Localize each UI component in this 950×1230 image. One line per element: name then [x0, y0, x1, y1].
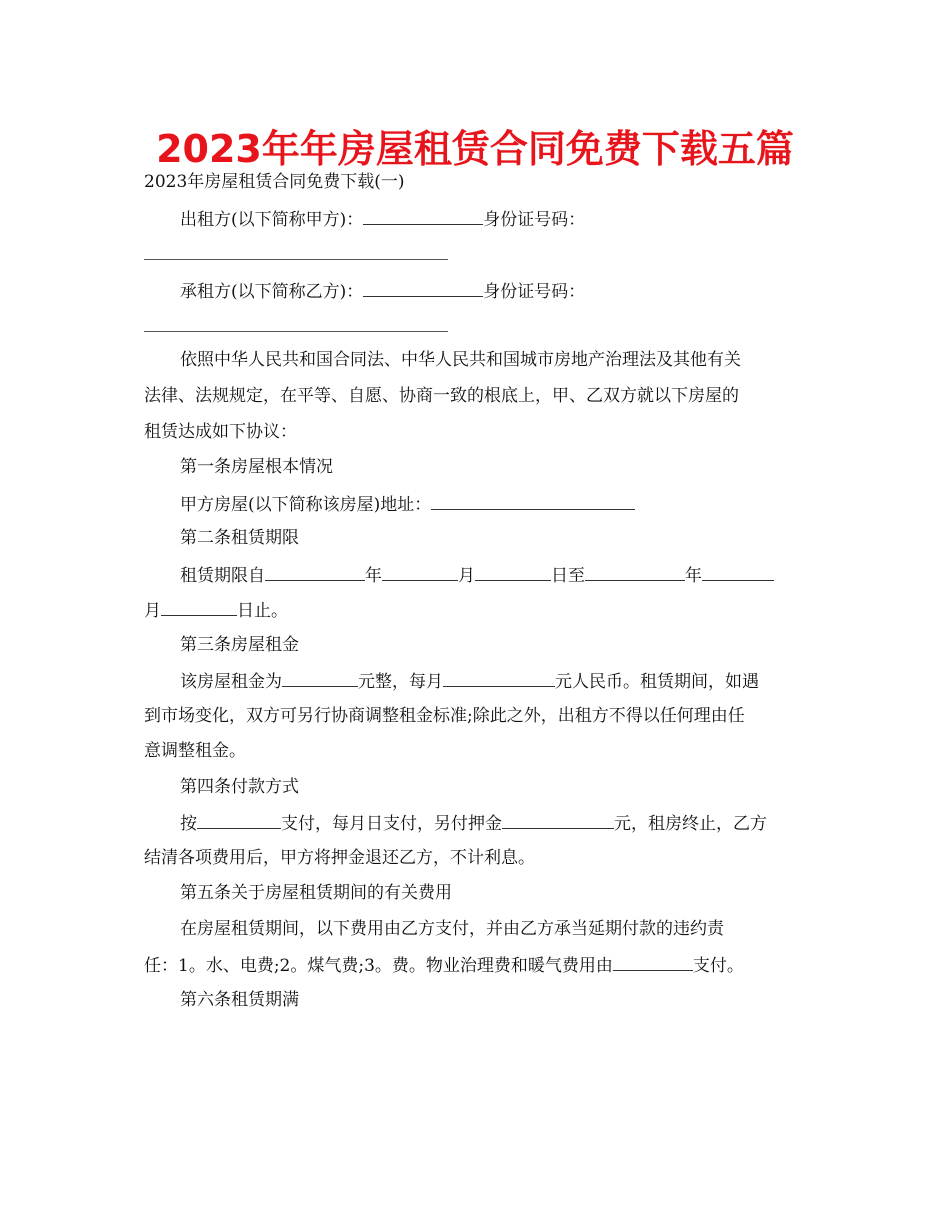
lessor-label: 出租方(以下简称甲方)： — [180, 210, 364, 230]
deposit-blank[interactable] — [502, 810, 614, 829]
lessor-id-label: 身份证号码： — [483, 210, 586, 230]
payment-text-1: 按 — [180, 814, 197, 834]
fees-text-2: 支付。 — [692, 956, 744, 976]
contract-subtitle: 2023年房屋租赁合同免费下载(一) — [144, 172, 405, 192]
rent-total-blank[interactable] — [282, 668, 358, 687]
term-text-from: 租赁期限自 — [180, 566, 265, 586]
fees-text-1: 任：1。水、电费;2。煤气费;3。费。物业治理费和暖气费用由 — [144, 956, 613, 976]
lessee-id-blank[interactable] — [144, 331, 448, 332]
preamble-line-1: 依照中华人民共和国合同法、中华人民共和国城市房地产治理法及其他有关 — [180, 350, 741, 370]
payment-line-1 — [180, 810, 767, 836]
preamble-line-2: 法律、法规规定，在平等、自愿、协商一致的根底上，甲、乙双方就以下房屋的 — [144, 386, 739, 406]
lessor-line — [180, 206, 585, 232]
lease-term-line-2 — [144, 597, 288, 623]
lessee-label: 承租方(以下简称乙方)： — [180, 282, 364, 302]
article-5-heading: 第五条关于房屋租赁期间的有关费用 — [180, 883, 452, 903]
start-year-blank[interactable] — [265, 562, 365, 581]
article-6-heading: 第六条租赁期满 — [180, 990, 299, 1010]
article-2-heading: 第二条租赁期限 — [180, 528, 299, 548]
rent-text-2: 元整，每月 — [358, 672, 443, 692]
payment-text-3: 元，租房终止，乙方 — [614, 814, 767, 834]
article-1-heading: 第一条房屋根本情况 — [180, 457, 333, 477]
end-month-blank[interactable] — [702, 562, 774, 581]
lessor-id-blank[interactable] — [144, 259, 448, 260]
preamble-line-3: 租赁达成如下协议： — [144, 422, 297, 442]
term-text-month: 月 — [458, 566, 475, 586]
article-3-heading: 第三条房屋租金 — [180, 635, 299, 655]
article-4-heading: 第四条付款方式 — [180, 777, 299, 797]
rent-text-3: 元人民币。租赁期间，如遇 — [555, 672, 759, 692]
end-day-blank[interactable] — [161, 597, 237, 616]
lessee-line — [180, 278, 585, 304]
term-text-year: 年 — [365, 566, 382, 586]
rent-monthly-blank[interactable] — [443, 668, 555, 687]
lessee-name-blank[interactable] — [363, 278, 483, 297]
rent-line-1 — [180, 668, 759, 694]
fees-line-2 — [144, 952, 744, 978]
lessor-name-blank[interactable] — [363, 206, 483, 225]
start-month-blank[interactable] — [382, 562, 458, 581]
term-text-month-2: 月 — [144, 601, 161, 621]
end-year-blank[interactable] — [585, 562, 685, 581]
fees-line-1: 在房屋租赁期间，以下费用由乙方支付，并由乙方承当延期付款的违约责 — [180, 919, 724, 939]
lessee-id-label: 身份证号码： — [483, 282, 586, 302]
start-day-blank[interactable] — [475, 562, 551, 581]
address-blank[interactable] — [431, 491, 635, 510]
term-text-to: 日至 — [551, 566, 585, 586]
document-title: 2023年年房屋租赁合同免费下载五篇 — [156, 127, 794, 171]
term-text-end: 日止。 — [237, 601, 288, 621]
rent-line-3: 意调整租金。 — [144, 741, 246, 761]
rent-text-1: 该房屋租金为 — [180, 672, 282, 692]
payment-method-blank[interactable] — [197, 810, 281, 829]
rent-line-2: 到市场变化，双方可另行协商调整租金标准;除此之外，出租方不得以任何理由任 — [144, 706, 745, 726]
payment-line-2: 结清各项费用后，甲方将押金退还乙方，不计利息。 — [144, 848, 535, 868]
payment-text-2: 支付，每月日支付，另付押金 — [281, 814, 502, 834]
lease-term-line — [180, 562, 774, 588]
address-label: 甲方房屋(以下简称该房屋)地址： — [180, 495, 432, 515]
address-line — [180, 491, 635, 517]
term-text-year-2: 年 — [685, 566, 702, 586]
property-fee-payer-blank[interactable] — [613, 952, 693, 971]
